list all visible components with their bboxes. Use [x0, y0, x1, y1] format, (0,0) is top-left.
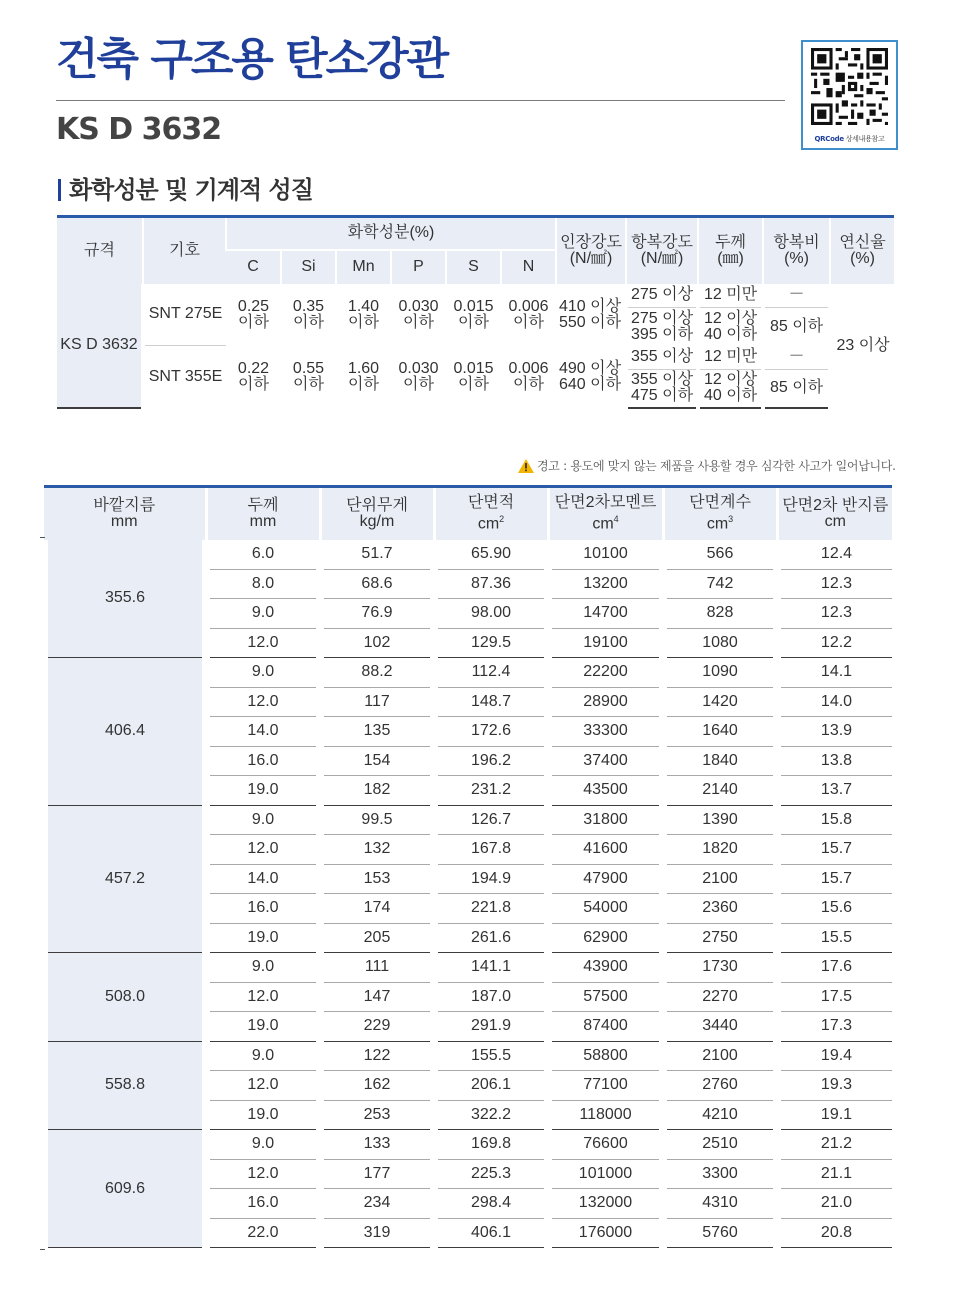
header-chem-group: 화학성분(%) — [226, 217, 556, 250]
tensile-cell: 410 이상 550 이하 — [559, 297, 622, 331]
section-modulus-cell: 1840 — [663, 746, 777, 776]
qr-code[interactable] — [801, 40, 898, 150]
sectional-area-cell: 406.1 — [434, 1218, 548, 1248]
section-modulus-cell: 2100 — [663, 864, 777, 894]
radius-of-gyration-cell: 20.8 — [777, 1218, 892, 1248]
table-row — [44, 805, 892, 835]
unit-weight-cell: 229 — [320, 1012, 434, 1042]
standard-code: KS D 3632 — [56, 112, 222, 147]
thickness-cell: 19.0 — [206, 923, 320, 953]
yield-ratio-cell: － — [763, 284, 830, 308]
radius-of-gyration-cell: 12.2 — [777, 628, 892, 658]
radius-of-gyration-cell: 14.0 — [777, 687, 892, 717]
moment-of-inertia-cell: 19100 — [548, 628, 663, 658]
sectional-area-cell: 261.6 — [434, 923, 548, 953]
chem-cell: 0.015 이하 — [453, 297, 494, 331]
header-outer-diameter: 바깥지름 mm — [44, 487, 206, 540]
header-yield-ratio: 항복비 (%) — [763, 217, 830, 284]
chem-cell: 0.015 이하 — [453, 359, 494, 393]
chem-cell: 0.55 이하 — [292, 359, 325, 393]
header-elongation: 연신율 (%) — [830, 217, 894, 284]
section-modulus-cell: 1090 — [663, 658, 777, 688]
moment-of-inertia-cell: 33300 — [548, 717, 663, 747]
table-row — [44, 540, 892, 570]
section-modulus-cell: 2100 — [663, 1041, 777, 1071]
table-row — [44, 953, 892, 983]
sectional-area-cell: 322.2 — [434, 1100, 548, 1130]
header-sectional-area: 단면적 $cm^2$ — [434, 487, 548, 540]
thickness-cell: 16.0 — [206, 894, 320, 924]
radius-of-gyration-cell: 15.6 — [777, 894, 892, 924]
outer-diameter-cell: 406.4 — [44, 658, 206, 806]
unit-weight-cell: 99.5 — [320, 805, 434, 835]
moment-of-inertia-cell: 28900 — [548, 687, 663, 717]
sectional-area-cell: 65.90 — [434, 540, 548, 570]
sectional-area-cell: 98.00 — [434, 599, 548, 629]
moment-of-inertia-cell: 14700 — [548, 599, 663, 629]
header-thickness: 두께 mm — [206, 487, 320, 540]
unit-weight-cell: 234 — [320, 1189, 434, 1219]
unit-weight-cell: 147 — [320, 982, 434, 1012]
moment-of-inertia-cell: 87400 — [548, 1012, 663, 1042]
radius-of-gyration-cell: 13.7 — [777, 776, 892, 806]
section-modulus-cell: 1080 — [663, 628, 777, 658]
chem-cell: 0.030 이하 — [398, 297, 439, 331]
thickness-cell: 12.0 — [206, 687, 320, 717]
sectional-area-cell: 194.9 — [434, 864, 548, 894]
sectional-area-cell: 169.8 — [434, 1130, 548, 1160]
unit-weight-cell: 102 — [320, 628, 434, 658]
outer-diameter-cell: 558.8 — [44, 1041, 206, 1130]
radius-of-gyration-cell: 15.5 — [777, 923, 892, 953]
chem-cell: 0.25 이하 — [237, 297, 270, 331]
moment-of-inertia-cell: 47900 — [548, 864, 663, 894]
moment-of-inertia-cell: 76600 — [548, 1130, 663, 1160]
outer-diameter-cell: 508.0 — [44, 953, 206, 1042]
radius-of-gyration-cell: 12.3 — [777, 569, 892, 599]
thickness-cell: 12.0 — [206, 982, 320, 1012]
moment-of-inertia-cell: 118000 — [548, 1100, 663, 1130]
sectional-area-cell: 148.7 — [434, 687, 548, 717]
section-modulus-cell: 4210 — [663, 1100, 777, 1130]
section-title-text: 화학성분 및 기계적 성질 — [69, 176, 313, 204]
thickness-cell: 8.0 — [206, 569, 320, 599]
unit-weight-cell: 162 — [320, 1071, 434, 1101]
outer-diameter-cell: 355.6 — [44, 540, 206, 658]
outer-diameter-cell: 457.2 — [44, 805, 206, 953]
thickness-cell: 14.0 — [206, 864, 320, 894]
section-modulus-cell: 1820 — [663, 835, 777, 865]
moment-of-inertia-cell: 58800 — [548, 1041, 663, 1071]
yield-cell: 355 이상 475 이하 — [626, 370, 698, 408]
section-modulus-cell: 5760 — [663, 1218, 777, 1248]
thickness-cell: 12.0 — [206, 1159, 320, 1189]
unit-weight-cell: 88.2 — [320, 658, 434, 688]
section-modulus-cell: 1640 — [663, 717, 777, 747]
section-modulus-cell: 2140 — [663, 776, 777, 806]
qr-caption-brand: QRCode — [814, 135, 844, 143]
radius-of-gyration-cell: 19.3 — [777, 1071, 892, 1101]
section-modulus-cell: 3300 — [663, 1159, 777, 1189]
title-divider — [56, 100, 785, 101]
sectional-area-cell: 231.2 — [434, 776, 548, 806]
thickness-cell: 12.0 — [206, 835, 320, 865]
radius-of-gyration-cell: 19.4 — [777, 1041, 892, 1071]
sectional-area-cell: 87.36 — [434, 569, 548, 599]
radius-of-gyration-cell: 15.8 — [777, 805, 892, 835]
section-modulus-cell: 742 — [663, 569, 777, 599]
yield-ratio-cell: 85 이하 — [763, 370, 830, 408]
radius-of-gyration-cell: 14.1 — [777, 658, 892, 688]
thickness-cell: 19.0 — [206, 776, 320, 806]
warning-text: 경고 : 용도에 맞지 않는 제품을 사용할 경우 심각한 사고가 일어납니다. — [537, 459, 896, 473]
moment-of-inertia-cell: 43900 — [548, 953, 663, 983]
unit-weight-cell: 253 — [320, 1100, 434, 1130]
moment-of-inertia-cell: 57500 — [548, 982, 663, 1012]
sectional-area-cell: 167.8 — [434, 835, 548, 865]
radius-of-gyration-cell: 17.5 — [777, 982, 892, 1012]
unit-weight-cell: 133 — [320, 1130, 434, 1160]
unit-weight-cell: 132 — [320, 835, 434, 865]
moment-of-inertia-cell: 176000 — [548, 1218, 663, 1248]
section-marker — [58, 179, 61, 201]
moment-of-inertia-cell: 132000 — [548, 1189, 663, 1219]
radius-of-gyration-cell: 17.6 — [777, 953, 892, 983]
yield-cell: 275 이상 395 이하 — [626, 308, 698, 346]
radius-of-gyration-cell: 15.7 — [777, 864, 892, 894]
radius-of-gyration-cell: 17.3 — [777, 1012, 892, 1042]
thickness-cell: 19.0 — [206, 1100, 320, 1130]
header-yield: 항복강도 (N/㎟) — [626, 217, 698, 284]
sectional-area-cell: 187.0 — [434, 982, 548, 1012]
thickness-cell: 12 미만 — [698, 284, 763, 308]
spec-standard-cell: KS D 3632 — [57, 284, 143, 408]
thickness-cell: 12 이상 40 이하 — [698, 308, 763, 346]
chem-cell: 1.40 이하 — [347, 297, 380, 331]
section-modulus-cell: 2270 — [663, 982, 777, 1012]
radius-of-gyration-cell: 15.7 — [777, 835, 892, 865]
moment-of-inertia-cell: 31800 — [548, 805, 663, 835]
radius-of-gyration-cell: 13.8 — [777, 746, 892, 776]
section-modulus-cell: 2510 — [663, 1130, 777, 1160]
section-modulus-cell: 828 — [663, 599, 777, 629]
warning-notice — [518, 457, 896, 474]
radius-of-gyration-cell: 21.0 — [777, 1189, 892, 1219]
radius-of-gyration-cell: 12.4 — [777, 540, 892, 570]
table-row — [44, 1041, 892, 1071]
elongation-cell: 23 이상 — [830, 284, 894, 408]
qr-caption — [803, 134, 896, 144]
sectional-area-cell: 221.8 — [434, 894, 548, 924]
margin-tick — [40, 537, 45, 538]
section-modulus-cell: 1730 — [663, 953, 777, 983]
dimension-table — [40, 485, 888, 1248]
symbol-355: SNT 355E — [143, 346, 226, 408]
moment-of-inertia-cell: 37400 — [548, 746, 663, 776]
unit-weight-cell: 135 — [320, 717, 434, 747]
thickness-cell: 9.0 — [206, 599, 320, 629]
unit-weight-cell: 153 — [320, 864, 434, 894]
unit-weight-cell: 177 — [320, 1159, 434, 1189]
sectional-area-cell: 298.4 — [434, 1189, 548, 1219]
unit-weight-cell: 122 — [320, 1041, 434, 1071]
thickness-cell: 9.0 — [206, 953, 320, 983]
unit-weight-cell: 182 — [320, 776, 434, 806]
section-title — [58, 174, 313, 206]
sectional-area-cell: 112.4 — [434, 658, 548, 688]
unit-weight-cell: 76.9 — [320, 599, 434, 629]
thickness-cell: 12.0 — [206, 628, 320, 658]
section-modulus-cell: 3440 — [663, 1012, 777, 1042]
header-tensile: 인장강도 (N/㎟) — [556, 217, 626, 284]
chemical-mechanical-table — [57, 215, 894, 409]
yield-cell: 355 이상 — [626, 346, 698, 370]
yield-ratio-cell: － — [763, 346, 830, 370]
moment-of-inertia-cell: 101000 — [548, 1159, 663, 1189]
header-standard: 규격 — [57, 217, 143, 284]
moment-of-inertia-cell: 43500 — [548, 776, 663, 806]
header-radius-of-gyration: 단면2차 반지름 cm — [777, 487, 892, 540]
sectional-area-cell: 129.5 — [434, 628, 548, 658]
qr-code-icon — [811, 48, 888, 125]
margin-tick — [40, 1249, 45, 1250]
chem-cell: 0.35 이하 — [292, 297, 325, 331]
chem-cell: 0.006 이하 — [508, 359, 549, 393]
sectional-area-cell: 172.6 — [434, 717, 548, 747]
section-modulus-cell: 1390 — [663, 805, 777, 835]
section-modulus-cell: 1420 — [663, 687, 777, 717]
thickness-cell: 12 미만 — [698, 346, 763, 370]
sectional-area-cell: 291.9 — [434, 1012, 548, 1042]
table-row — [44, 658, 892, 688]
unit-weight-cell: 174 — [320, 894, 434, 924]
warning-icon — [518, 459, 534, 473]
moment-of-inertia-cell: 10100 — [548, 540, 663, 570]
section-modulus-cell: 2750 — [663, 923, 777, 953]
outer-diameter-cell: 609.6 — [44, 1130, 206, 1248]
thickness-cell: 14.0 — [206, 717, 320, 747]
section-modulus-cell: 4310 — [663, 1189, 777, 1219]
page-title: 건축 구조용 탄소강관 — [56, 34, 448, 85]
moment-of-inertia-cell: 54000 — [548, 894, 663, 924]
symbol-275: SNT 275E — [143, 284, 226, 346]
header-moment-of-inertia: 단면2차모멘트 $cm^4$ — [548, 487, 663, 540]
thickness-cell: 9.0 — [206, 658, 320, 688]
header-p: P — [391, 250, 446, 284]
radius-of-gyration-cell: 19.1 — [777, 1100, 892, 1130]
thickness-cell: 6.0 — [206, 540, 320, 570]
header-c: C — [226, 250, 281, 284]
radius-of-gyration-cell: 21.1 — [777, 1159, 892, 1189]
thickness-cell: 9.0 — [206, 1041, 320, 1071]
sectional-area-cell: 126.7 — [434, 805, 548, 835]
header-n: N — [501, 250, 556, 284]
radius-of-gyration-cell: 12.3 — [777, 599, 892, 629]
thickness-cell: 22.0 — [206, 1218, 320, 1248]
yield-ratio-cell: 85 이하 — [763, 308, 830, 346]
chem-cell: 0.030 이하 — [398, 359, 439, 393]
tensile-cell: 490 이상 640 이하 — [559, 359, 622, 393]
moment-of-inertia-cell: 22200 — [548, 658, 663, 688]
header-section-modulus: 단면계수 $cm^3$ — [663, 487, 777, 540]
section-modulus-cell: 566 — [663, 540, 777, 570]
thickness-cell: 9.0 — [206, 1130, 320, 1160]
unit-weight-cell: 51.7 — [320, 540, 434, 570]
qr-caption-text: 상세내용참고 — [845, 135, 885, 143]
thickness-cell: 16.0 — [206, 746, 320, 776]
table-row — [44, 1130, 892, 1160]
header-symbol: 기호 — [143, 217, 226, 284]
thickness-cell: 12.0 — [206, 1071, 320, 1101]
chem-cell: 0.006 이하 — [508, 297, 549, 331]
thickness-cell: 16.0 — [206, 1189, 320, 1219]
unit-weight-cell: 319 — [320, 1218, 434, 1248]
radius-of-gyration-cell: 13.9 — [777, 717, 892, 747]
moment-of-inertia-cell: 77100 — [548, 1071, 663, 1101]
thickness-cell: 12 이상 40 이하 — [698, 370, 763, 408]
sectional-area-cell: 141.1 — [434, 953, 548, 983]
moment-of-inertia-cell: 41600 — [548, 835, 663, 865]
section-modulus-cell: 2360 — [663, 894, 777, 924]
sectional-area-cell: 155.5 — [434, 1041, 548, 1071]
radius-of-gyration-cell: 21.2 — [777, 1130, 892, 1160]
unit-weight-cell: 205 — [320, 923, 434, 953]
header-s: S — [446, 250, 501, 284]
section-modulus-cell: 2760 — [663, 1071, 777, 1101]
yield-cell: 275 이상 — [626, 284, 698, 308]
chem-cell: 1.60 이하 — [347, 359, 380, 393]
sectional-area-cell: 196.2 — [434, 746, 548, 776]
sectional-area-cell: 225.3 — [434, 1159, 548, 1189]
unit-weight-cell: 111 — [320, 953, 434, 983]
moment-of-inertia-cell: 13200 — [548, 569, 663, 599]
header-unit-weight: 단위무게 kg/m — [320, 487, 434, 540]
unit-weight-cell: 117 — [320, 687, 434, 717]
moment-of-inertia-cell: 62900 — [548, 923, 663, 953]
sectional-area-cell: 206.1 — [434, 1071, 548, 1101]
header-mn: Mn — [336, 250, 391, 284]
header-thickness: 두께 (㎜) — [698, 217, 763, 284]
unit-weight-cell: 154 — [320, 746, 434, 776]
chem-cell: 0.22 이하 — [237, 359, 270, 393]
header-si: Si — [281, 250, 336, 284]
thickness-cell: 19.0 — [206, 1012, 320, 1042]
unit-weight-cell: 68.6 — [320, 569, 434, 599]
thickness-cell: 9.0 — [206, 805, 320, 835]
